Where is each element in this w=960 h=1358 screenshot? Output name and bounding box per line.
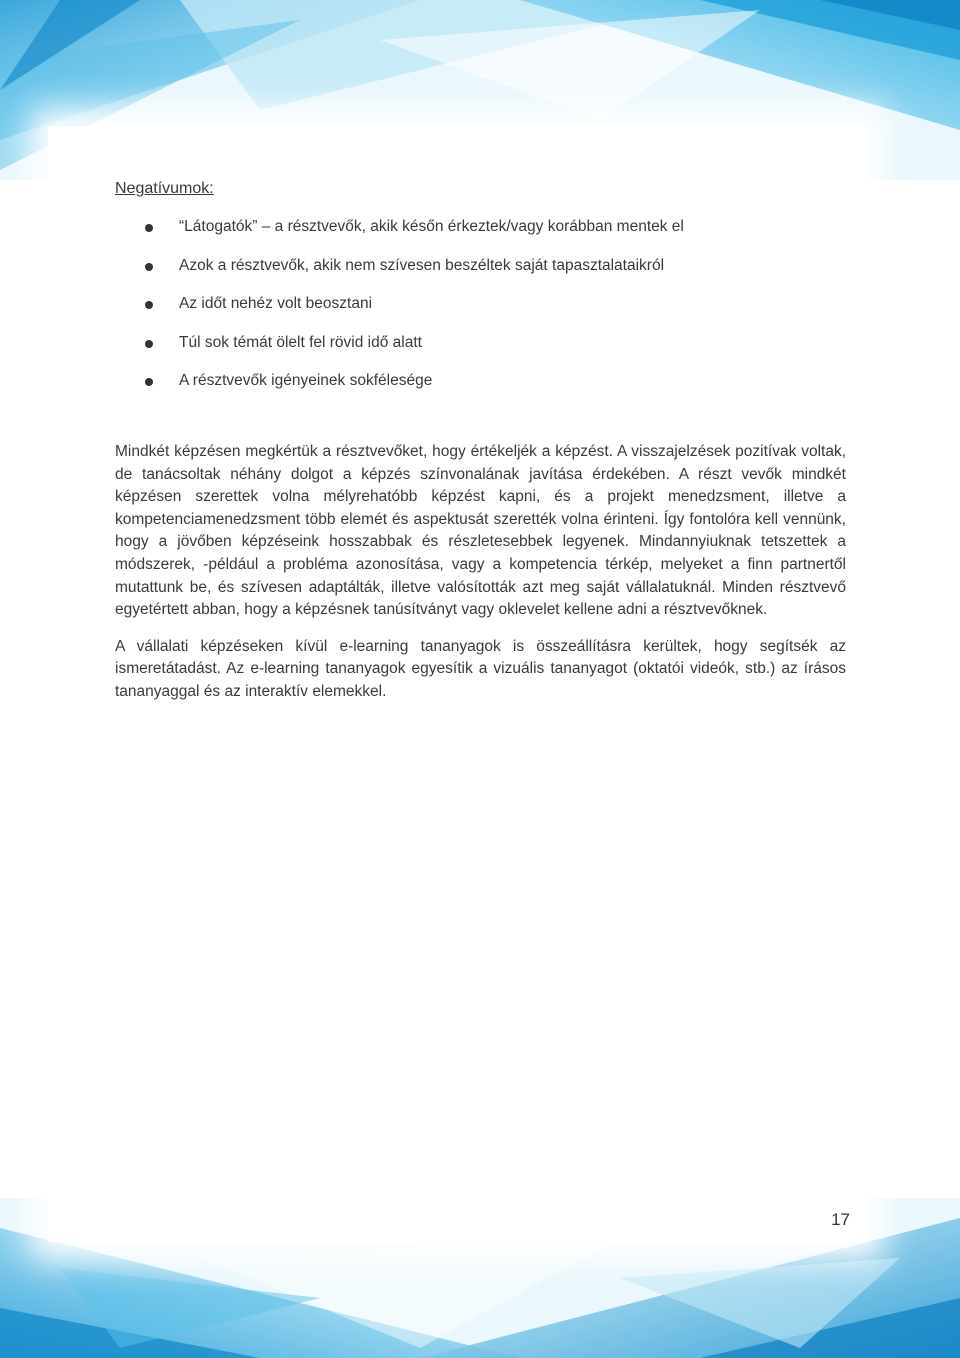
elearning-paragraph: A vállalati képzéseken kívül e-learning tananyagok is összeállításra kerültek, hogy segítsék az ismeretátadást. Az e-learning tananyagok egyesítik a vizuális tananyagot (oktatói videók, stb.) az írásos tananyaggal és az interaktív elemekkel. [115,637,846,700]
bullet-icon [145,224,153,232]
list-item-text: A résztvevők igényeinek sokfélesége [179,372,433,390]
list-item-text: “Látogatók” – a résztvevők, akik későn érkeztek/vagy korábban mentek el [179,218,684,235]
negatives-list [115,216,846,409]
bullet-icon [145,378,153,386]
bullet-icon [145,301,153,309]
bullet-icon [145,340,153,348]
document-body [115,178,846,704]
list-item-text: Azok a résztvevők, akik nem szívesen beszéltek saját tapasztalataikról [179,256,665,274]
list-item [115,332,846,371]
evaluation-paragraph: Mindkét képzésen megkértük a résztvevőket, hogy értékeljék a képzést. A visszajelzések pozitívak voltak, de tanácsoltak néhány dolgot a képzés színvonalának javítása érdekében. A részt vevők mindkét képzésen szerettek volna mélyrehatóbb képzést kapni, és a projekt menedzsment, illetve a kompetenciamenedzsment több elemét és aspektusát szerették volna érinteni. Így fontolóra kell vennünk, hogy a jövőben képzéseink hosszabbak és részletesebbek legyenek. Mindannyiuknak tetszettek a módszerek, -például a probléma azonosítása, vagy a kompetencia térkép, melyeket a finn partnertől mutattunk be, és szívesen adaptálták, illetve valósították azt meg saját vállalatuknál. Minden résztvevő egyetértett abban, hogy a képzésnek tanúsítványt vagy oklevelet kellene adni a résztvevőknek. [115,442,846,619]
list-item [115,216,846,255]
list-item-text: Az időt nehéz volt beosztani [179,295,373,313]
list-item [115,370,846,409]
list-item [115,255,846,294]
list-item-text: Túl sok témát ölelt fel rövid idő alatt [179,333,422,351]
bullet-icon [145,263,153,271]
list-item [115,293,846,332]
section-heading: Negatívumok: [115,180,214,197]
page-number: 17 [831,1210,850,1229]
